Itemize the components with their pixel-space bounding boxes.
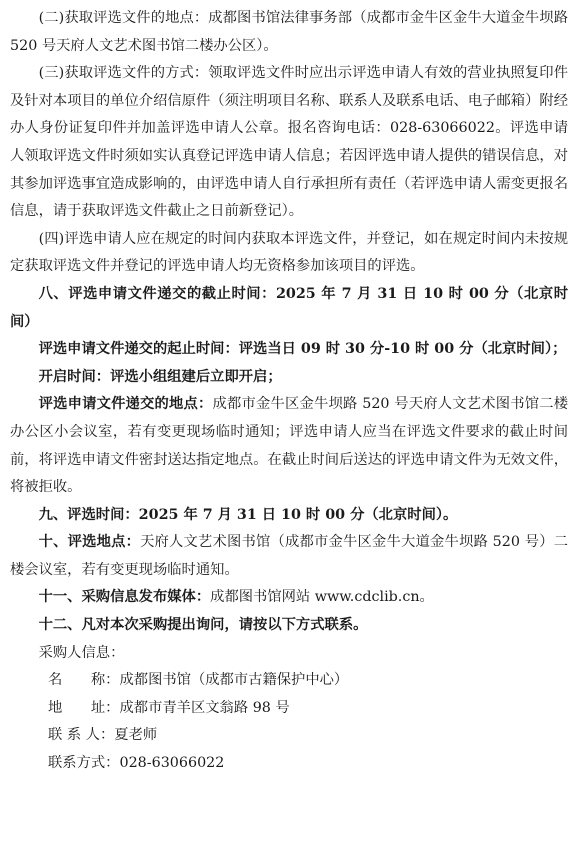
- buyer-phone-value: 028-63066022: [119, 755, 225, 772]
- buyer-contact-value: 夏老师: [114, 727, 158, 744]
- buyer-contact-row: [10, 722, 568, 750]
- submission-period: 评选申请文件递交的起止时间：评选当日 09 时 30 分-10 时 00 分（北京时间）；: [38, 341, 567, 358]
- section-12-inquiry: 十二、凡对本次采购提出询问，请按以下方式联系。: [38, 617, 368, 634]
- buyer-name-value: 成都图书馆（成都市古籍保护中心）: [119, 672, 349, 689]
- paragraph-get-location: (二)获取评选文件的地点：成都图书馆法律事务部（成都市金牛区金牛大道金牛坝路 520 号天府人文艺术图书馆二楼办公区）。: [10, 10, 568, 54]
- buyer-address-row: [10, 695, 568, 723]
- paragraph-get-method: (三)获取评选文件的方式：领取评选文件时应出示评选申请人有效的营业执照复印件及针对本项目的单位介绍信原件（须注明项目名称、联系人及联系电话、电子邮箱）附经办人身份证复印件并加盖评选申请人公章。报名咨询电话：028-63066022。评选申请人领取评选文件时须如实认真登记评选申请人信息；若因评选申请人提供的错误信息，对其参加评选事宜造成影响的，由评选申请人自行承担所有责任（若评选申请人需变更报名信息，请于获取评选文件截止之日前新登记）。: [10, 65, 568, 220]
- submission-place-text: 成都市金牛区金牛坝路 520 号天府人文艺术图书馆二楼办公区小会议室，若有变更现场临时通知；评选申请人应当在评选文件要求的截止时间前，将评选申请文件密封送达指定地点。在截止时间后送达的评选申请文件为无效文件，将被拒收。: [10, 396, 568, 496]
- buyer-info-heading: 采购人信息：: [38, 644, 125, 661]
- paragraph-registration: (四)评选申请人应在规定的时间内获取本评选文件，并登记，如在规定时间内未按规定获取评选文件并登记的评选申请人均无资格参加该项目的评选。: [10, 230, 568, 275]
- section-11-media: [10, 584, 568, 612]
- submission-place: [10, 391, 568, 501]
- buyer-name-label: 名 称：: [48, 672, 120, 689]
- buyer-phone-label: 联系方式：: [48, 755, 120, 772]
- announcement-document: [10, 5, 568, 778]
- submission-place-label: 评选申请文件递交的地点：: [38, 396, 213, 413]
- buyer-contact-label: 联 系 人：: [48, 727, 115, 744]
- section-10-evaluation-place: [10, 529, 568, 584]
- opening-time: 开启时间：评选小组组建后立即开启；: [38, 368, 282, 385]
- buyer-phone-row: [10, 750, 568, 778]
- buyer-address-label: 地 址：: [48, 699, 120, 716]
- buyer-name-row: [10, 667, 568, 695]
- section-10-text: 天府人文艺术图书馆（成都市金牛区金牛大道金牛坝路 520 号）二楼会议室，若有变更现场临时通知。: [10, 534, 569, 578]
- section-10-label: 十、评选地点：: [38, 534, 141, 551]
- section-11-label: 十一、采购信息发布媒体：: [38, 589, 211, 606]
- section-11-text: 成都图书馆网站 www.cdclib.cn。: [210, 589, 434, 606]
- buyer-address-value: 成都市青羊区文翁路 98 号: [119, 699, 290, 716]
- section-9-evaluation-time: 九、评选时间：2025 年 7 月 31 日 10 时 00 分（北京时间）。: [38, 506, 458, 523]
- section-8-deadline-heading: 八、评选申请文件递交的截止时间：2025 年 7 月 31 日 10 时 00 分（北京时间）: [10, 285, 568, 330]
